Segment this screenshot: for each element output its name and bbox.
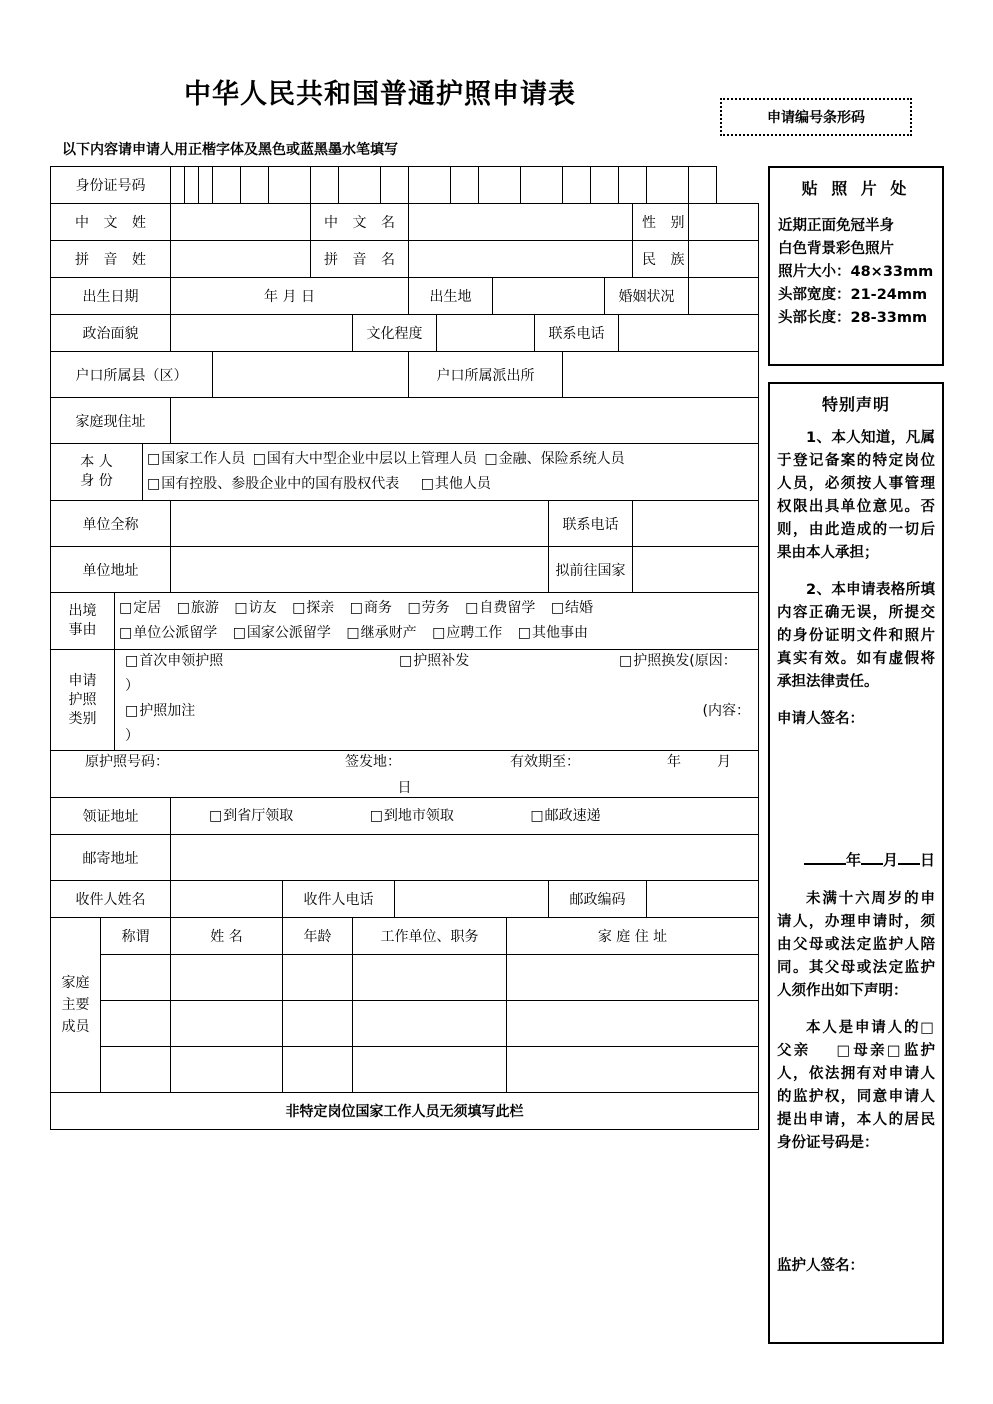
- pinyin-surname-field[interactable]: [171, 241, 311, 278]
- family-relation-cell[interactable]: [101, 955, 171, 1001]
- family-header-name: 姓 名: [171, 918, 283, 955]
- family-age-cell[interactable]: [283, 955, 353, 1001]
- identity-label-line1: 本 人: [80, 454, 113, 470]
- row-pinyin-name: [51, 241, 759, 278]
- family-name-cell[interactable]: [171, 1047, 283, 1093]
- photo-requirement-line: 头部长度：28-33mm: [778, 310, 928, 326]
- exit-reason-options: [115, 593, 759, 650]
- checkbox-passport-renewal[interactable]: □ 护照换发(原因：: [619, 650, 737, 670]
- collect-address-label: 领证地址: [51, 798, 171, 835]
- exit-reason-label-line1: 出境: [68, 603, 97, 619]
- ethnicity-label: 民 族: [633, 241, 689, 278]
- id-number-cell[interactable]: [171, 167, 185, 204]
- old-passport-line1: [55, 751, 754, 777]
- family-header-address: 家 庭 住 址: [507, 918, 759, 955]
- photo-requirement-line: 白色背景彩色照片: [778, 241, 894, 257]
- checkbox-state-employee[interactable]: □ 国家工作人员: [147, 451, 245, 467]
- special-declaration-box: [768, 382, 944, 1344]
- phone-field[interactable]: [619, 315, 759, 352]
- family-name-cell[interactable]: [171, 1001, 283, 1047]
- guardian-id-number-area[interactable]: [777, 1169, 935, 1255]
- checkbox-passport-reissue[interactable]: □ 护照补发: [399, 650, 469, 670]
- id-number-cell[interactable]: [213, 167, 241, 204]
- guardian-statement-suffix: ，依法拥有对申请人的监护权，同意申请人提出申请，本人的居民身份证号码是：: [777, 1066, 936, 1151]
- gender-label: 性 别: [633, 204, 689, 241]
- checkbox-other-personnel[interactable]: □ 其他人员: [421, 476, 491, 492]
- guardian-signature-label: 监护人签名：: [777, 1258, 864, 1274]
- date-month-blank[interactable]: [861, 863, 883, 865]
- id-number-cell[interactable]: [591, 167, 619, 204]
- id-number-cell[interactable]: [409, 167, 451, 204]
- row-employer-name: [51, 501, 759, 547]
- id-number-cell[interactable]: [689, 167, 717, 204]
- checkbox-first-application[interactable]: □ 首次申领护照: [125, 650, 223, 670]
- postal-code-label: 邮政编码: [549, 881, 647, 918]
- birthdate-label: 出生日期: [51, 278, 171, 315]
- family-age-cell[interactable]: [283, 1001, 353, 1047]
- valid-until-month: 月: [717, 754, 731, 770]
- family-relation-cell[interactable]: [101, 1001, 171, 1047]
- declaration-paragraph-4: [777, 1017, 935, 1155]
- checkbox-labor[interactable]: □ 劳务: [407, 600, 449, 616]
- application-type-line1: [119, 650, 754, 675]
- family-address-cell[interactable]: [507, 1047, 759, 1093]
- gender-field[interactable]: [689, 204, 759, 241]
- family-name-cell[interactable]: [171, 955, 283, 1001]
- checkbox-business[interactable]: □ 商务: [350, 600, 392, 616]
- destination-country-label: 拟前往国家: [549, 547, 633, 593]
- checkbox-guardian[interactable]: □ 监护人: [777, 1043, 935, 1082]
- row-mail-address: [51, 835, 759, 881]
- row-collect-address: [51, 798, 759, 835]
- recipient-name-label: 收件人姓名: [51, 881, 171, 918]
- pinyin-given-field[interactable]: [409, 241, 633, 278]
- row-identity: [51, 444, 759, 501]
- identity-options-row2: [147, 472, 754, 497]
- barcode-label: 申请编号条形码: [767, 110, 865, 126]
- application-type-label-line3: 类别: [68, 710, 97, 727]
- identity-label: [51, 444, 143, 501]
- applicant-signature-label: 申请人签名：: [777, 711, 864, 727]
- exit-reason-label: [51, 593, 115, 650]
- row-family-header: [51, 918, 759, 955]
- identity-options: [143, 444, 759, 501]
- guardian-statement-prefix: 本人是申请人的: [806, 1020, 921, 1036]
- birthplace-label: 出生地: [409, 278, 493, 315]
- row-hukou: [51, 352, 759, 398]
- application-type-line2: [119, 675, 754, 700]
- photo-requirement-line: 近期正面免冠半身: [778, 218, 894, 234]
- valid-until-year: 年: [667, 754, 681, 770]
- application-type-options: [115, 650, 759, 751]
- application-type-label: [51, 650, 115, 751]
- family-relation-cell[interactable]: [101, 1047, 171, 1093]
- employer-phone-label: 联系电话: [549, 501, 633, 547]
- family-member-row: [51, 1001, 759, 1047]
- applicant-date-line[interactable]: [777, 849, 935, 872]
- collect-options: [171, 798, 759, 835]
- pinyin-surname-label: 拼 音 姓: [51, 241, 171, 278]
- checkbox-self-funded-study[interactable]: □ 自费留学: [465, 600, 535, 616]
- birthdate-field[interactable]: 年 月 日: [171, 278, 409, 315]
- checkbox-settle[interactable]: □ 定居: [119, 600, 161, 616]
- exit-reason-label-line2: 事由: [68, 622, 97, 638]
- checkbox-state-equity-rep[interactable]: □ 国有控股、参股企业中的国有股权代表: [147, 476, 399, 492]
- marital-status-field[interactable]: [689, 278, 759, 315]
- checkbox-visit-friends[interactable]: □ 访友: [234, 600, 276, 616]
- exit-reason-row1: [119, 596, 754, 621]
- checkbox-tourism[interactable]: □ 旅游: [177, 600, 219, 616]
- employer-phone-field[interactable]: [633, 501, 759, 547]
- row-home-address: [51, 398, 759, 444]
- application-type-line3: [119, 700, 754, 725]
- application-type-label-line2: 护照: [68, 691, 97, 708]
- id-number-cell[interactable]: [199, 167, 213, 204]
- family-header-employer: 工作单位、职务: [353, 918, 507, 955]
- id-number-cell[interactable]: [185, 167, 199, 204]
- employer-name-field[interactable]: [171, 501, 549, 547]
- phone-label: 联系电话: [535, 315, 619, 352]
- identity-label-line2: 身 份: [80, 473, 113, 489]
- id-number-cell[interactable]: [521, 167, 563, 204]
- id-number-cell[interactable]: [647, 167, 689, 204]
- row-exit-reason: [51, 593, 759, 650]
- id-number-cell[interactable]: [563, 167, 591, 204]
- id-number-cell[interactable]: [269, 167, 311, 204]
- checkbox-mother[interactable]: □ 母亲: [836, 1043, 886, 1059]
- hukou-county-field[interactable]: [213, 352, 409, 398]
- id-number-cell[interactable]: [451, 167, 479, 204]
- photo-box-title: 贴 照 片 处: [801, 179, 911, 198]
- family-age-cell[interactable]: [283, 1047, 353, 1093]
- declaration-paragraph-3: 未满十六周岁的申请人，办理申请时，须由父母或法定监护人陪同。其父母或法定监护人须作出如下声明：: [777, 891, 935, 999]
- recipient-phone-label: 收件人电话: [283, 881, 395, 918]
- education-label: 文化程度: [353, 315, 437, 352]
- old-passport-number-label: 原护照号码：: [85, 754, 169, 770]
- political-status-label: 政治面貌: [51, 315, 171, 352]
- education-field[interactable]: [437, 315, 535, 352]
- id-number-cell[interactable]: [479, 167, 521, 204]
- family-members-side-label: 家庭主要成员: [51, 918, 101, 1093]
- ethnicity-field[interactable]: [689, 241, 759, 278]
- employer-name-label: 单位全称: [51, 501, 171, 547]
- id-number-cell[interactable]: [339, 167, 381, 204]
- endorsement-close-paren: ）: [125, 728, 139, 744]
- issue-place-label: 签发地：: [345, 754, 401, 770]
- family-member-row: [51, 955, 759, 1001]
- chinese-surname-field[interactable]: [171, 204, 311, 241]
- hukou-station-field[interactable]: [563, 352, 759, 398]
- id-number-cell[interactable]: [619, 167, 647, 204]
- id-number-cell[interactable]: [241, 167, 269, 204]
- checkbox-father[interactable]: □ 父亲: [777, 1020, 935, 1059]
- photo-paste-area: [768, 166, 944, 366]
- pinyin-given-label: 拼 音 名: [311, 241, 409, 278]
- checkbox-collect-city[interactable]: □ 到地市领取: [370, 808, 454, 824]
- destination-country-field[interactable]: [633, 547, 759, 593]
- recipient-phone-field[interactable]: [395, 881, 549, 918]
- checkbox-collect-province[interactable]: □ 到省厅领取: [209, 808, 293, 824]
- id-number-label: 身份证号码: [51, 167, 171, 204]
- row-political-education: [51, 315, 759, 352]
- date-day-blank[interactable]: [898, 863, 920, 865]
- political-status-field[interactable]: [171, 315, 353, 352]
- checkbox-employer-sponsored-study[interactable]: □ 单位公派留学: [119, 625, 217, 641]
- hukou-station-label: 户口所属派出所: [409, 352, 563, 398]
- chinese-given-field[interactable]: [409, 204, 633, 241]
- bottom-notice: 非特定岗位国家工作人员无须填写此栏: [51, 1093, 759, 1130]
- valid-until-day: 日: [397, 780, 412, 796]
- passport-application-form: [50, 166, 759, 1130]
- hukou-county-label: 户口所属县（区）: [51, 352, 213, 398]
- renewal-reason-close-paren: ）: [125, 678, 139, 694]
- page-title: 中华人民共和国普通护照申请表: [184, 79, 576, 110]
- chinese-surname-label: 中 文 姓: [51, 204, 171, 241]
- date-year-blank[interactable]: [804, 863, 846, 865]
- row-id-number: [51, 167, 759, 204]
- old-passport-info: [51, 751, 759, 798]
- family-employer-cell[interactable]: [353, 1047, 507, 1093]
- family-employer-cell[interactable]: [353, 955, 507, 1001]
- family-employer-cell[interactable]: [353, 1001, 507, 1047]
- family-header-age: 年龄: [283, 918, 353, 955]
- barcode-placeholder: [720, 98, 912, 136]
- endorsement-content-label: (内容：: [702, 703, 750, 719]
- checkbox-state-sponsored-study[interactable]: □ 国家公派留学: [233, 625, 331, 641]
- date-year-label: 年: [845, 851, 861, 869]
- family-address-cell[interactable]: [507, 1001, 759, 1047]
- date-month-label: 月: [882, 851, 898, 869]
- checkbox-marriage[interactable]: □ 结婚: [551, 600, 593, 616]
- declaration-paragraph-1: 1、本人知道，凡属于登记备案的特定岗位人员，必须按人事管理权限出具单位意见。否则，由此造成的一切后果由本人承担；: [777, 430, 935, 561]
- birthplace-field[interactable]: [493, 278, 605, 315]
- application-type-line4: [119, 725, 754, 750]
- valid-until-label: 有效期至：: [510, 754, 580, 770]
- checkbox-employment[interactable]: □ 应聘工作: [432, 625, 502, 641]
- postal-code-field[interactable]: [647, 881, 759, 918]
- mail-address-label: 邮寄地址: [51, 835, 171, 881]
- fill-instruction-note: 以下内容请申请人用正楷字体及黑色或蓝黑墨水笔填写: [62, 142, 398, 158]
- identity-options-row1: [147, 447, 754, 472]
- declaration-title: 特别声明: [821, 395, 890, 414]
- checkbox-postal-express[interactable]: □ 邮政速递: [530, 808, 600, 824]
- recipient-name-field[interactable]: [171, 881, 283, 918]
- row-birth-info: [51, 278, 759, 315]
- id-number-cell[interactable]: [381, 167, 409, 204]
- row-application-type: [51, 650, 759, 751]
- home-address-field[interactable]: [171, 398, 759, 444]
- mail-address-field[interactable]: [171, 835, 759, 881]
- marital-status-label: 婚姻状况: [605, 278, 689, 315]
- checkbox-finance-insurance[interactable]: □ 金融、保险系统人员: [484, 451, 624, 467]
- row-bottom-notice: [51, 1093, 759, 1130]
- photo-requirement-line: 头部宽度：21-24mm: [778, 287, 928, 303]
- checkbox-soe-manager[interactable]: □ 国有大中型企业中层以上管理人员: [253, 451, 477, 467]
- row-employer-address: [51, 547, 759, 593]
- photo-requirements: [778, 215, 942, 330]
- family-header-relation: 称谓: [101, 918, 171, 955]
- employer-address-field[interactable]: [171, 547, 549, 593]
- row-chinese-name: [51, 204, 759, 241]
- row-recipient: [51, 881, 759, 918]
- declaration-paragraph-2: 2、本申请表格所填内容正确无误，所提交的身份证明文件和照片真实有效。如有虚假将承担法律责任。: [777, 582, 935, 690]
- employer-address-label: 单位地址: [51, 547, 171, 593]
- row-old-passport: [51, 751, 759, 798]
- date-day-label: 日: [919, 851, 935, 869]
- checkbox-other-reason[interactable]: □ 其他事由: [518, 625, 588, 641]
- home-address-label: 家庭现住址: [51, 398, 171, 444]
- checkbox-visit-relatives[interactable]: □ 探亲: [292, 600, 334, 616]
- family-member-row: [51, 1047, 759, 1093]
- application-type-label-line1: 申请: [68, 672, 97, 689]
- applicant-signature-area[interactable]: [777, 741, 935, 785]
- declaration-body: [777, 427, 935, 1278]
- id-number-cell[interactable]: [311, 167, 339, 204]
- checkbox-passport-endorsement[interactable]: □ 护照加注: [125, 700, 195, 720]
- family-address-cell[interactable]: [507, 955, 759, 1001]
- exit-reason-row2: [119, 621, 754, 646]
- photo-requirement-line: 照片大小：48×33mm: [778, 264, 934, 280]
- checkbox-inheritance[interactable]: □ 继承财产: [346, 625, 416, 641]
- chinese-given-label: 中 文 名: [311, 204, 409, 241]
